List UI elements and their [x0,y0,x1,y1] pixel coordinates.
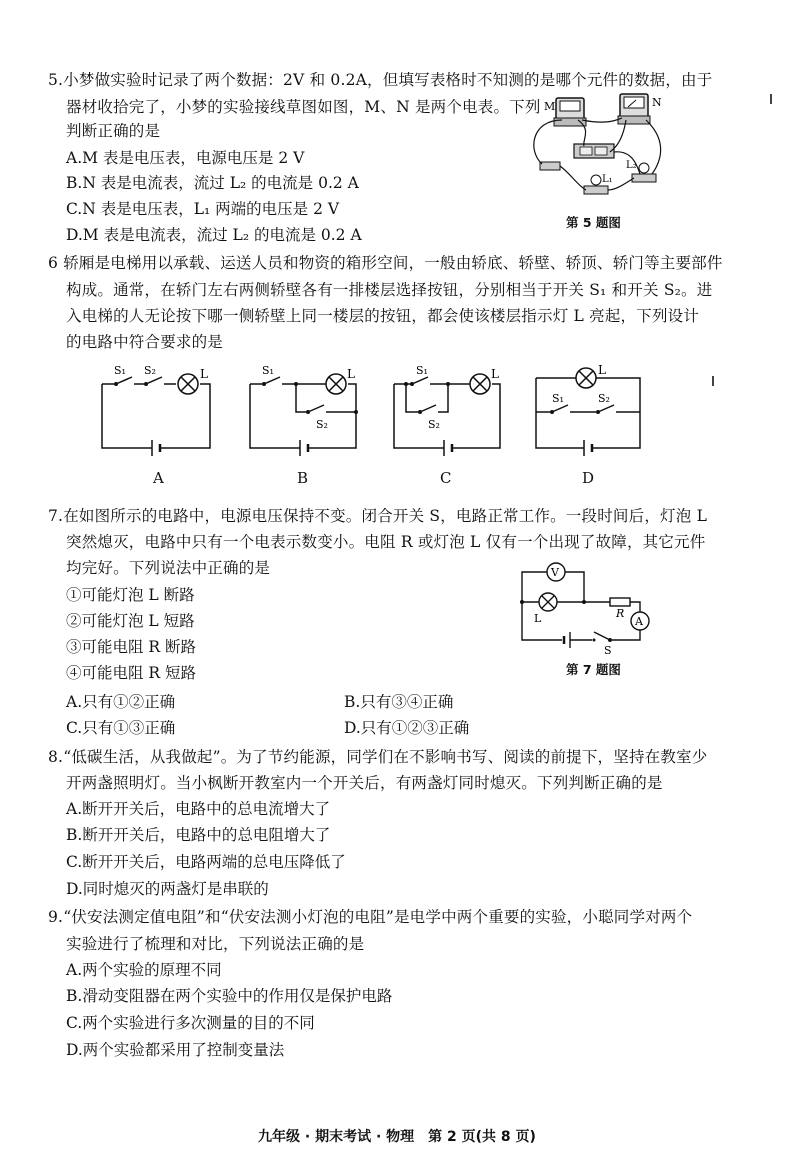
q9-stem-line-2: 实验进行了梳理和对比，下列说法正确的是 [66,935,365,953]
q7-option-a: A.只有①②正确 [66,693,176,711]
q8-stem-line-1: 8.“低碳生活，从我做起”。为了节约能源，同学们在不影响书写、阅读的前提下，坚持在教室少 [48,748,708,766]
q6-stem-line-2: 构成。通常，在轿门左右两侧轿壁各有一排楼层选择按钮，分别相当于开关 S₁ 和开关 S₂。进 [66,281,713,299]
label-a: A [635,615,643,628]
circuit-c-lamp: L [491,367,499,381]
q8-option-b: B.断开开关后，电路中的总电阻增大了 [66,826,331,844]
label-n: N [652,96,662,109]
q9-option-c: C.两个实验进行多次测量的目的不同 [66,1014,315,1032]
label-r: R [616,607,625,620]
q7-item-4: ④可能电阻 R 短路 [66,664,197,682]
lamp-l1 [584,186,608,194]
label-s: S [604,644,612,656]
circuit-a-lamp: L [200,367,208,381]
q7-option-c: C.只有①③正确 [66,719,176,737]
circuit-a-s1: S₁ [114,364,126,377]
q7-stem-line-1: 7.在如图所示的电路中，电源电压保持不变。闭合开关 S，电路正常工作。一段时间后，灯泡 L [48,507,708,525]
scan-mark-middle [712,376,714,386]
page-footer: 九年级 · 期末考试 · 物理 第 2 页(共 8 页) [258,1129,536,1145]
circuit-d-lamp: L [598,363,606,377]
circuit-d-s2: S₂ [598,392,610,405]
q5-figure-caption: 第 5 题图 [566,215,621,230]
circuit-b-s2: S₂ [316,418,328,431]
q5-option-c: C.N 表是电压表，L₁ 两端的电压是 2 V [66,200,340,218]
label-v: V [551,566,559,579]
circuit-c-s2: S₂ [428,418,440,431]
q5-option-a: A.M 表是电压表，电源电压是 2 V [66,149,305,167]
q9-option-d: D.两个实验都采用了控制变量法 [66,1041,285,1059]
scan-mark-top [770,94,772,104]
q8-option-d: D.同时熄灭的两盏灯是串联的 [66,880,269,898]
q6-label-a: A [153,469,164,487]
q9-stem-line-1: 9.“伏安法测定值电阻”和“伏安法测小灯泡的电阻”是电学中两个重要的实验，小聪同学对两个 [48,908,693,926]
circuit-c-s1: S₁ [416,364,428,377]
q7-option-b: B.只有③④正确 [344,693,454,711]
q6-circuit-c [388,362,506,462]
q8-option-c: C.断开开关后，电路两端的总电压降低了 [66,853,346,871]
circuit-b-lamp: L [347,367,355,381]
q6-label-c: C [440,469,452,487]
q7-circuit-figure [512,560,662,656]
label-l: L [534,612,542,625]
q7-item-2: ②可能灯泡 L 短路 [66,612,195,630]
q8-stem-line-2: 开两盏照明灯。当小枫断开教室内一个开关后，有两盏灯同时熄灭。下列判断正确的是 [66,774,663,792]
circuit-b-s1: S₁ [262,364,274,377]
q6-label-d: D [582,469,595,487]
q7-stem-line-3: 均完好。下列说法中正确的是 [66,559,271,577]
q6-stem-line-4: 的电路中符合要求的是 [66,333,224,351]
q6-circuit-a [98,362,216,462]
q9-option-b: B.滑动变阻器在两个实验中的作用仅是保护电路 [66,987,393,1005]
switch [540,162,560,170]
q5-stem-line-3: 判断正确的是 [66,122,161,140]
q5-stem-line-1: 5.小梦做实验时记录了两个数据：2V 和 0.2A，但填写表格时不知测的是哪个元件的数据，由于 [48,71,713,89]
q9-option-a: A.两个实验的原理不同 [66,961,222,979]
q7-stem-line-2: 突然熄灭，电路中只有一个电表示数变小。电阻 R 或灯泡 L 仅有一个出现了故障，其它元件 [66,533,706,551]
q6-circuit-b [244,362,362,462]
q7-item-3: ③可能电阻 R 断路 [66,638,197,656]
label-m: M [544,100,556,113]
q6-circuit-d [530,362,648,462]
label-l2: L₂ [626,160,637,171]
q5-stem-line-2: 器材收拾完了，小梦的实验接线草图如图，M、N 是两个电表。下列 [66,98,541,116]
q7-item-1: ①可能灯泡 L 断路 [66,586,195,604]
label-l1: L₁ [602,174,613,185]
q6-label-b: B [297,469,309,487]
q7-option-d: D.只有①②③正确 [344,719,470,737]
q7-figure-caption: 第 7 题图 [566,662,621,677]
circuit-d-s1: S₁ [552,392,564,405]
q6-stem-line-3: 入电梯的人无论按下哪一侧轿壁上同一楼层的按钮，都会使该楼层指示灯 L 亮起，下列设计 [66,307,700,325]
q5-wiring-figure [522,90,672,210]
lamp-l2 [632,174,656,182]
q8-option-a: A.断开开关后，电路中的总电流增大了 [66,800,331,818]
q5-option-b: B.N 表是电流表，流过 L₂ 的电流是 0.2 A [66,174,359,192]
q5-option-d: D.M 表是电流表，流过 L₂ 的电流是 0.2 A [66,226,362,244]
circuit-a-s2: S₂ [144,364,156,377]
q6-stem-line-1: 6 轿厢是电梯用以承载、运送人员和物资的箱形空间，一般由轿底、轿壁、轿顶、轿门等主要部件 [48,254,723,272]
